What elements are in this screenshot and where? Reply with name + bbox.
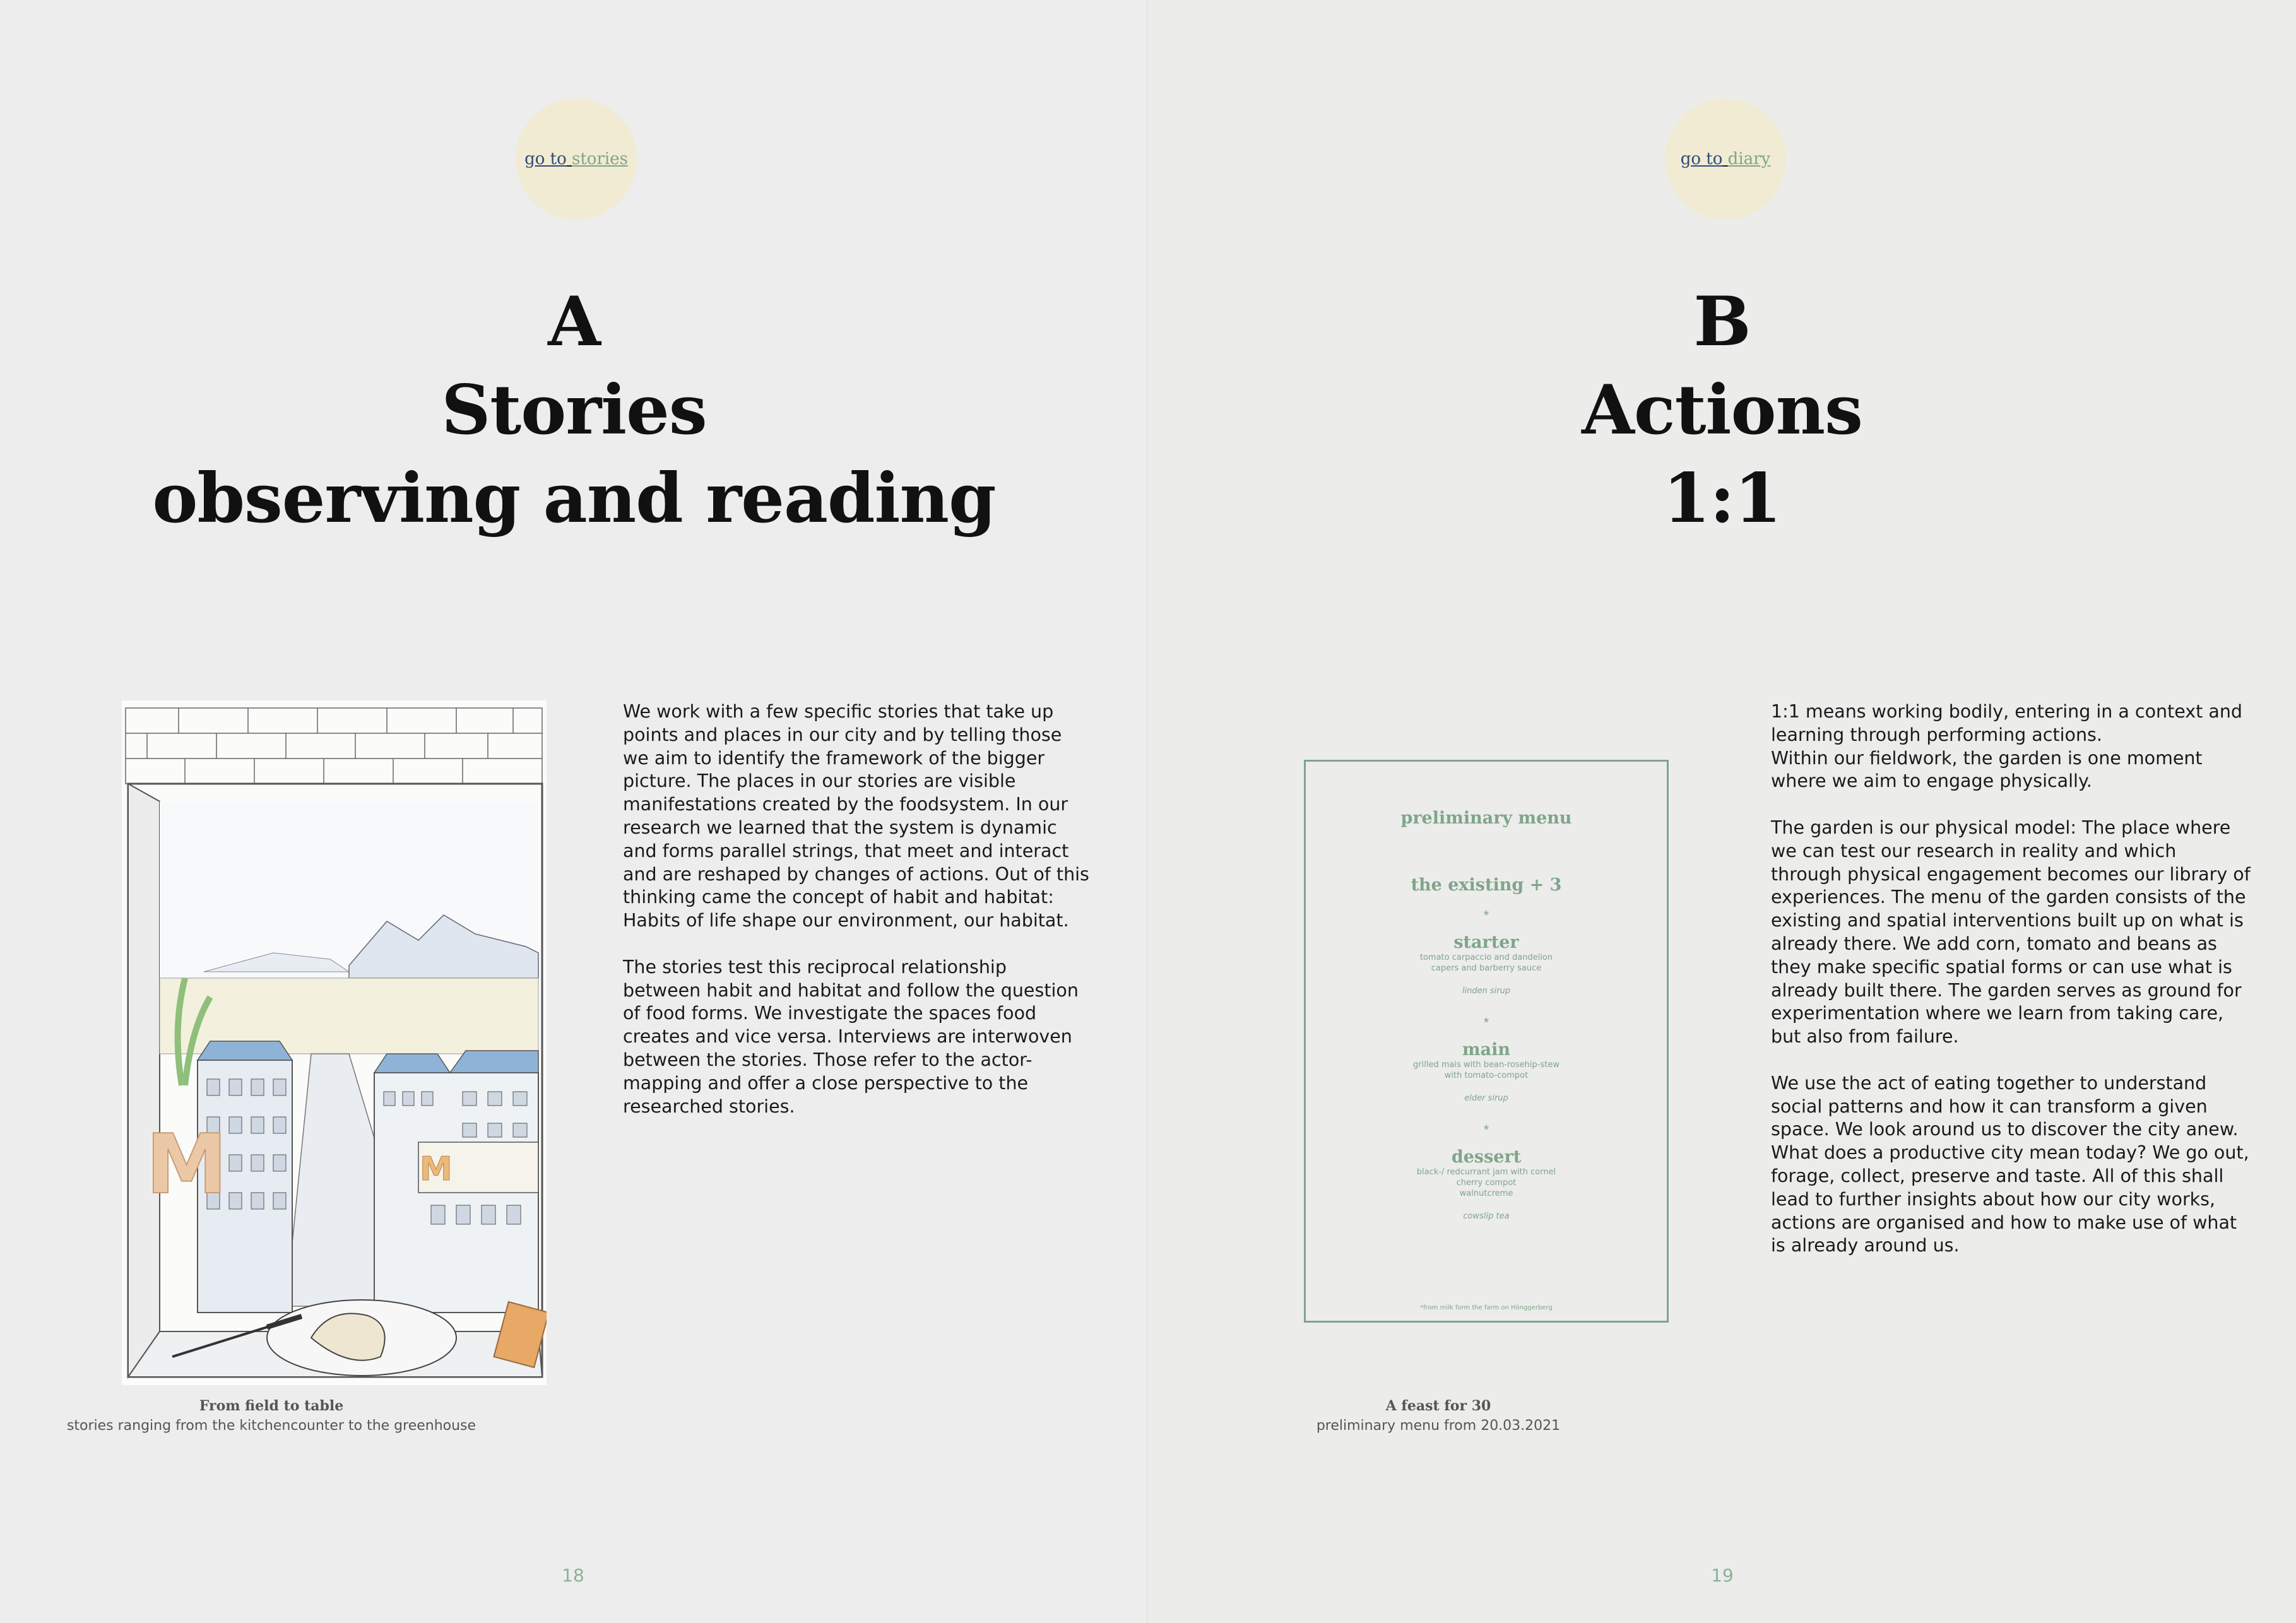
menu-main-item: grilled mais with bean-rosehip-stew	[1413, 1060, 1559, 1070]
nav-go-label: go to	[524, 150, 567, 168]
page-number: 18	[562, 1565, 584, 1586]
menu-starter-heading: starter	[1453, 933, 1519, 952]
page-number: 19	[1711, 1565, 1734, 1586]
svg-text:M: M	[146, 1116, 228, 1212]
heading-subtitle: observing and reading	[152, 459, 996, 538]
actions-paragraph-3: We use the act of eating together to understand social patterns and how it can transform a given space. We look around us to discover the city anew. What does a productive city mean today? We go out, forage, collect, preserve and taste. All of this shall lead to further insights about how our city works, actions are organised and how to make use of what is already around us.	[1771, 1072, 2249, 1256]
menu-title: preliminary menu	[1400, 808, 1572, 828]
menu-dessert-item: cherry compot	[1456, 1178, 1517, 1188]
menu-dessert-item: black-/ redcurrant jam with cornel	[1416, 1167, 1556, 1177]
section-heading-b	[1148, 278, 2296, 543]
stories-body-text	[623, 700, 1090, 1142]
menu-footnote: *from milk form the farm on Hönggerberg	[1420, 1304, 1553, 1311]
drawing-caption	[63, 1398, 480, 1434]
heading-subtitle: 1:1	[1662, 459, 1782, 538]
menu-main-drink: elder sirup	[1464, 1094, 1508, 1103]
menu-main-item: with tomato-compot	[1444, 1071, 1529, 1080]
go-to-diary-link[interactable]	[1665, 98, 1786, 220]
heading-letter: B	[1693, 282, 1751, 362]
field-to-table-drawing	[122, 700, 547, 1385]
preliminary-menu-card	[1304, 760, 1669, 1323]
caption-title: From field to table	[199, 1398, 344, 1414]
stories-paragraph-1: We work with a few specific stories that take up points and places in our city and by telling those we aim to identify the framework of the bigger picture. The places in our stories are visible manifestations created by the foodsystem. In our research we learned that the system is dynamic and forms parallel strings, that meet and interact and are reshaped by changes of actions. Out of this thinking came the concept of habit and habitat: Habits of life shape our environment, our habitat.	[623, 701, 1089, 931]
section-heading-a	[0, 278, 1148, 543]
caption-subtitle: preliminary menu from 20.03.2021	[1316, 1418, 1561, 1434]
stories-paragraph-2: The stories test this reciprocal relationship between habit and habitat and follow the question of food forms. We investigate the spaces food creates and vice versa. Interviews are interwoven between the stories. Those refer to the actor-mapping and offer a close perspective to the researched stories.	[623, 956, 1079, 1117]
nav-target-label: diary	[1727, 150, 1771, 168]
svg-text:M: M	[420, 1150, 453, 1188]
menu-starter-item: capers and barberry sauce	[1431, 964, 1542, 973]
menu-starter-drink: linden sirup	[1462, 986, 1511, 996]
menu-main-heading: main	[1462, 1040, 1510, 1059]
nav-target-label: stories	[572, 150, 628, 168]
nav-go-label: go to	[1680, 150, 1723, 168]
menu-starter-item: tomato carpaccio and dandelion	[1419, 953, 1553, 962]
menu-separator-star: *	[1483, 907, 1489, 923]
actions-paragraph-1: 1:1 means working bodily, entering in a context and learning through performing actions. Within our fieldwork, the garden is one moment where we aim to engage physically.	[1771, 701, 2243, 792]
menu-caption	[1249, 1398, 1628, 1434]
menu-dessert-item: walnutcreme	[1459, 1189, 1513, 1198]
menu-separator-star: *	[1483, 1015, 1489, 1030]
actions-body-text	[1771, 700, 2251, 1281]
caption-title: A feast for 30	[1385, 1398, 1491, 1414]
actions-paragraph-2: The garden is our physical model: The place where we can test our research in reality and which through physical engagement becomes our library of experiences. The menu of the garden consists of the existing and spatial interventions built up on what is already there. We add corn, tomato and beans as they make specific spatial forms or can use what is already built there. The garden serves as ground for experimentation where we learn from taking care, but also from failure.	[1771, 817, 2251, 1048]
heading-title: Stories	[441, 370, 707, 450]
go-to-stories-link[interactable]	[516, 98, 637, 220]
caption-subtitle: stories ranging from the kitchencounter to the greenhouse	[66, 1418, 476, 1434]
menu-dessert-heading: dessert	[1451, 1147, 1522, 1167]
menu-subtitle: the existing + 3	[1411, 875, 1562, 895]
heading-letter: A	[548, 282, 600, 362]
heading-title: Actions	[1582, 370, 1862, 450]
menu-dessert-drink: cowslip tea	[1463, 1212, 1510, 1221]
menu-separator-star: *	[1483, 1122, 1489, 1138]
